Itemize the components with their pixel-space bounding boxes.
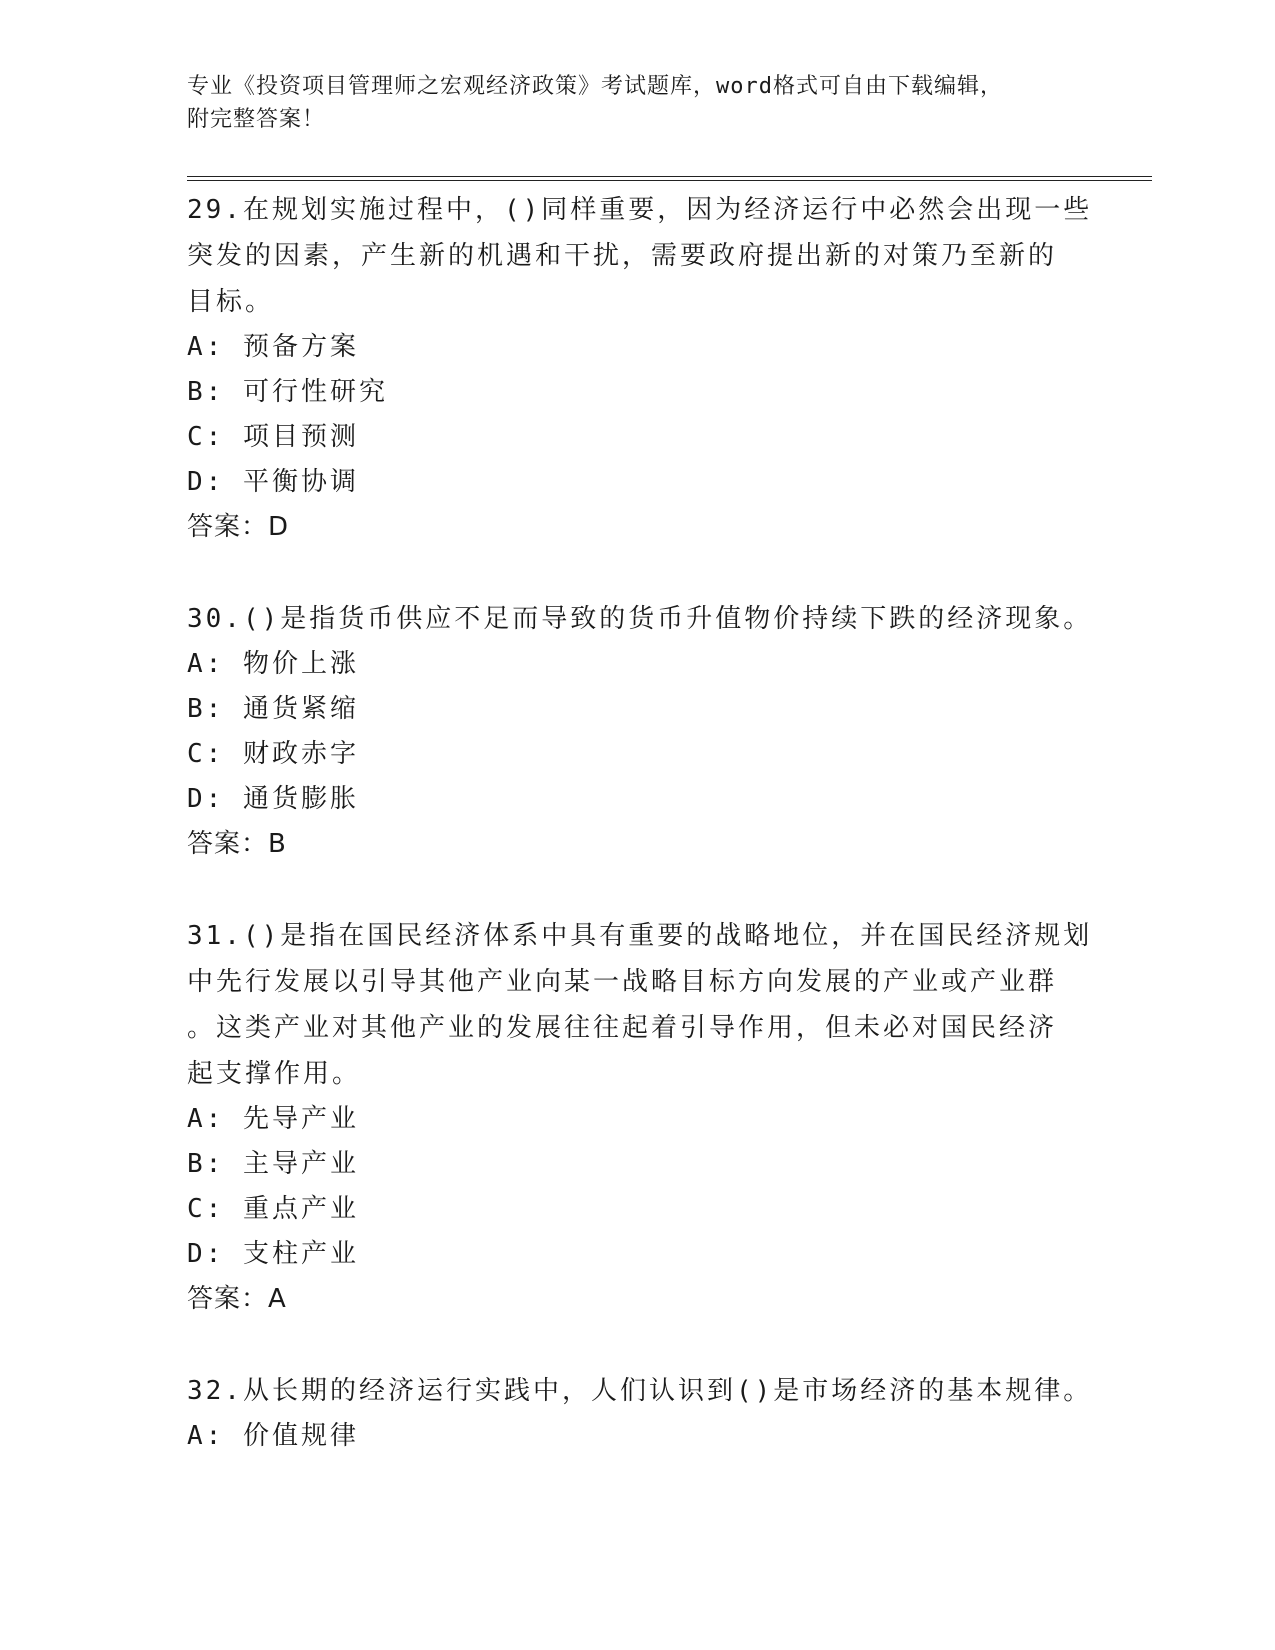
option-b: B: 可行性研究 bbox=[187, 377, 388, 407]
option-c: C: 财政赤字 bbox=[187, 739, 359, 769]
question-line: 。这类产业对其他产业的发展往往起着引导作用，但未必对国民经济 bbox=[187, 1013, 1058, 1043]
option-a: A: 价值规律 bbox=[187, 1421, 359, 1451]
header-line-2: 附完整答案！ bbox=[187, 107, 326, 132]
option-a: A: 预备方案 bbox=[187, 332, 359, 362]
option-a: A: 先导产业 bbox=[187, 1104, 359, 1134]
option-d: D: 平衡协调 bbox=[187, 467, 359, 497]
question-line: 31.()是指在国民经济体系中具有重要的战略地位，并在国民经济规划 bbox=[187, 921, 1093, 951]
option-a: A: 物价上涨 bbox=[187, 649, 359, 679]
question-text bbox=[187, 913, 1093, 1097]
option-b: B: 主导产业 bbox=[187, 1149, 359, 1179]
question-line: 目标。 bbox=[187, 287, 275, 317]
option-c: C: 重点产业 bbox=[187, 1194, 359, 1224]
question-32 bbox=[187, 1368, 1152, 1459]
question-text bbox=[187, 187, 1093, 325]
option-c: C: 项目预测 bbox=[187, 422, 359, 452]
question-31 bbox=[187, 913, 1152, 1322]
question-line: 起支撑作用。 bbox=[187, 1059, 362, 1089]
answer: 答案：A bbox=[187, 1284, 287, 1314]
question-30 bbox=[187, 596, 1152, 867]
option-b: B: 通货紧缩 bbox=[187, 694, 359, 724]
answer: 答案：B bbox=[187, 829, 287, 859]
question-line: 32.从长期的经济运行实践中，人们认识到()是市场经济的基本规律。 bbox=[187, 1376, 1093, 1406]
question-29 bbox=[187, 187, 1152, 550]
question-text bbox=[187, 1368, 1093, 1414]
question-line: 29.在规划实施过程中，()同样重要，因为经济运行中必然会出现一些 bbox=[187, 195, 1093, 225]
header-line-1: 专业《投资项目管理师之宏观经济政策》考试题库，word格式可自由下载编辑， bbox=[187, 74, 1003, 99]
question-line: 中先行发展以引导其他产业向某一战略目标方向发展的产业或产业群 bbox=[187, 967, 1058, 997]
question-text bbox=[187, 596, 1093, 642]
option-d: D: 支柱产业 bbox=[187, 1239, 359, 1269]
answer: 答案：D bbox=[187, 512, 290, 542]
option-d: D: 通货膨胀 bbox=[187, 784, 359, 814]
question-line: 30.()是指货币供应不足而导致的货币升值物价持续下跌的经济现象。 bbox=[187, 604, 1093, 634]
document-page bbox=[187, 70, 1152, 1459]
question-line: 突发的因素，产生新的机遇和干扰，需要政府提出新的对策乃至新的 bbox=[187, 241, 1058, 271]
